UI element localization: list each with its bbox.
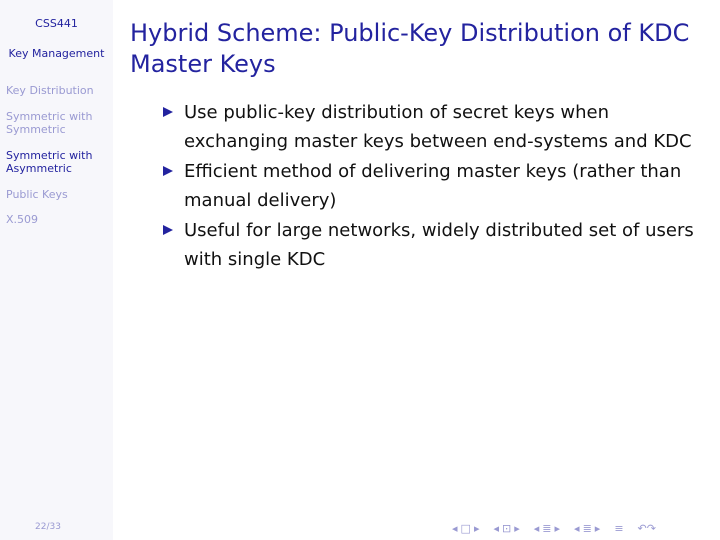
- slide-title: Hybrid Scheme: Public-Key Distribution of KDC Master Keys: [130, 19, 690, 78]
- subsection-prev-icon[interactable]: ◂: [493, 522, 499, 535]
- bullet-triangle-icon: [163, 166, 173, 176]
- bullet-text: Useful for large networks, widely distributed set of users with single KDC: [184, 220, 694, 270]
- list-item: [163, 158, 711, 215]
- section-prev-icon[interactable]: ◂: [533, 522, 540, 535]
- frame-next-icon[interactable]: ▸: [473, 522, 480, 535]
- presentation-next-icon[interactable]: ▸: [594, 522, 601, 535]
- bullet-triangle-icon: [163, 107, 173, 117]
- sidebar: [0, 0, 113, 540]
- align-icon[interactable]: ≡: [614, 522, 624, 535]
- sidebar-item-symmetric-with-asymmetric[interactable]: Symmetric with Asymmetric: [6, 149, 93, 175]
- list-item: [163, 217, 711, 274]
- presentation-prev-icon[interactable]: ◂: [574, 522, 580, 535]
- course-title[interactable]: CSS441: [35, 17, 78, 30]
- frame-prev-icon[interactable]: ◂: [452, 522, 458, 535]
- section-icon[interactable]: ≣: [542, 522, 552, 535]
- bullet-text: Efficient method of delivering master keys (rather than manual delivery): [184, 161, 682, 211]
- sidebar-item-key-distribution[interactable]: Key Distribution: [6, 84, 94, 97]
- frame-icon[interactable]: □: [460, 522, 471, 535]
- search-back-icon[interactable]: ↶↷: [637, 522, 656, 535]
- list-item: [163, 99, 711, 156]
- subsection-icon[interactable]: ⊡: [502, 522, 512, 535]
- section-next-icon[interactable]: ▸: [554, 522, 561, 535]
- sidebar-item-symmetric-with-symmetric[interactable]: Symmetric with Symmetric: [6, 110, 93, 136]
- navigation-bar: [452, 522, 712, 536]
- subsection-next-icon[interactable]: ▸: [514, 522, 520, 535]
- sidebar-item-public-keys[interactable]: Public Keys: [6, 188, 68, 201]
- page-number: 22/33: [35, 522, 61, 532]
- sidebar-item-x509[interactable]: X.509: [6, 213, 39, 226]
- presentation-icon[interactable]: ≣: [582, 522, 592, 535]
- bullet-text: Use public-key distribution of secret keys when exchanging master keys between end-systems and KDC: [184, 102, 692, 152]
- section-title[interactable]: Key Management: [8, 47, 105, 60]
- bullet-triangle-icon: [163, 225, 173, 235]
- bullet-list: [163, 99, 711, 276]
